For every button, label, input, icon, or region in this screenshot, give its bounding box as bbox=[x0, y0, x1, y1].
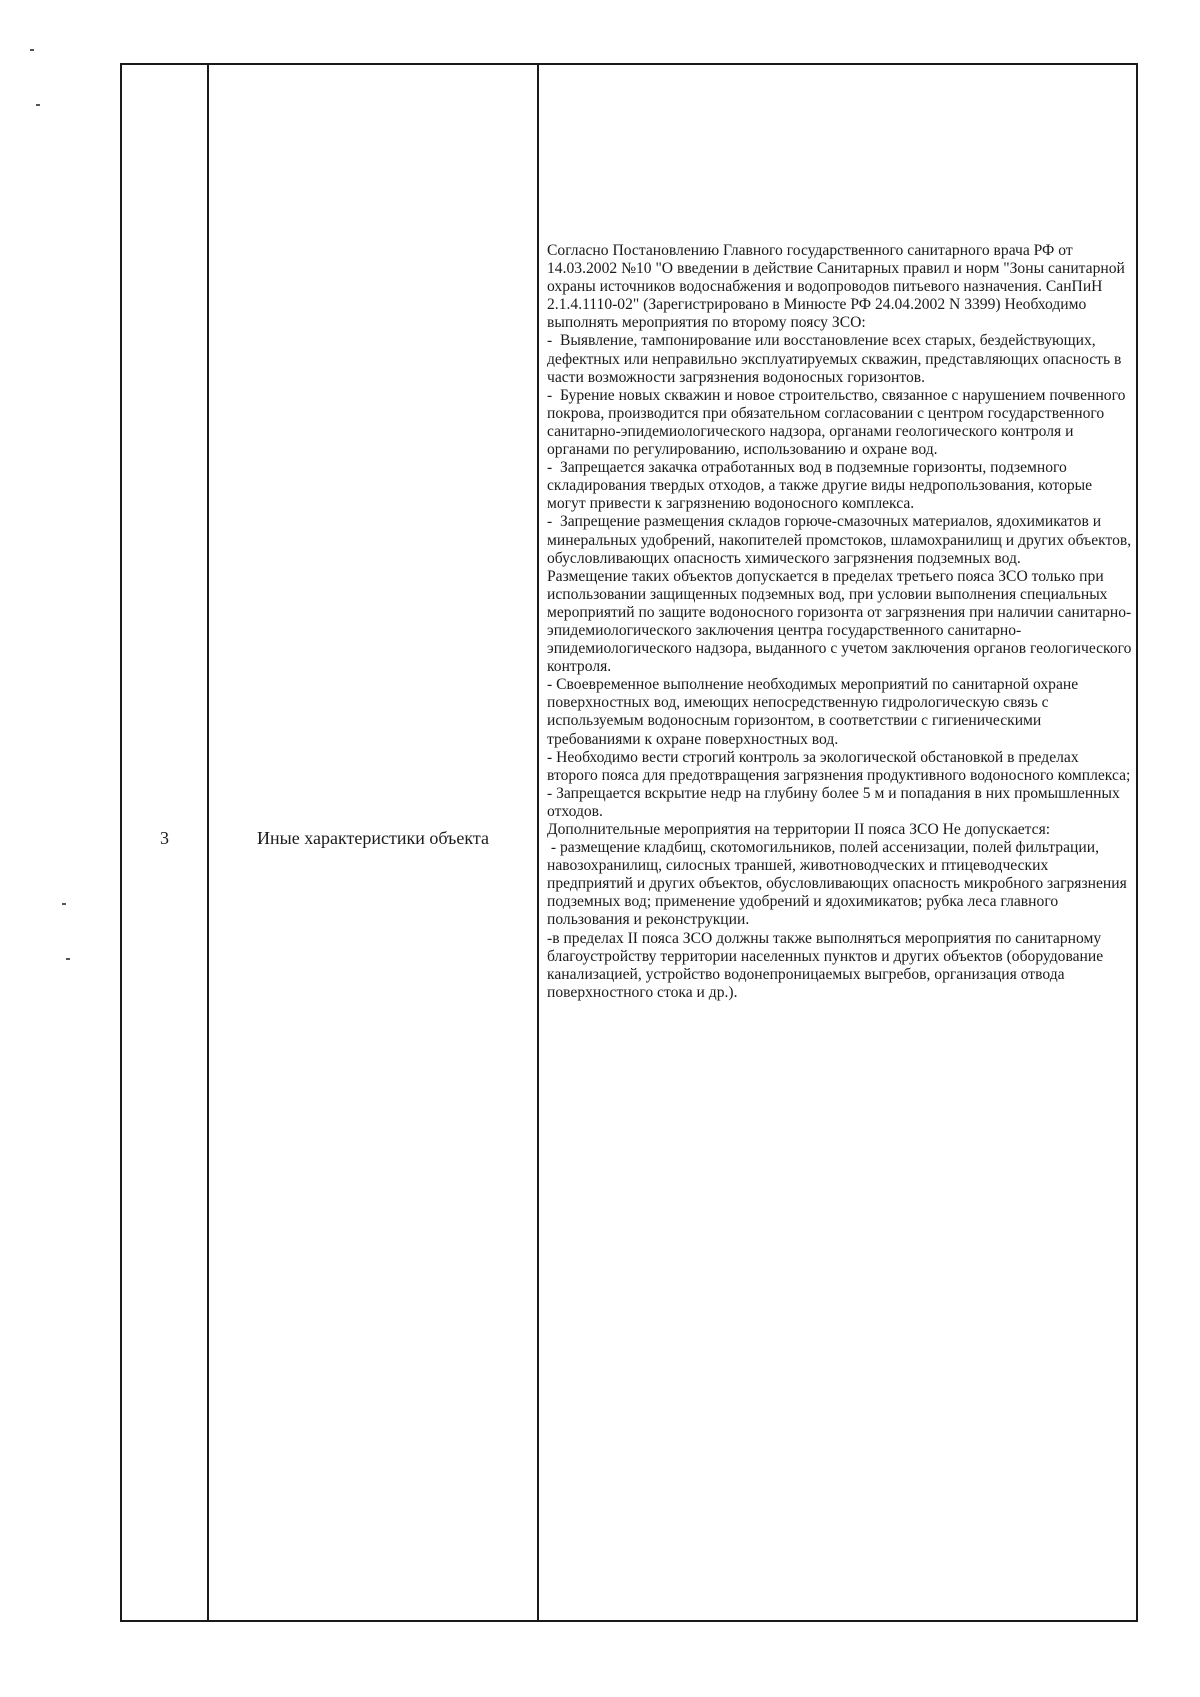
content-paragraph: - Выявление, тампонирование или восстановление всех старых, бездействующих, дефектных или неправильно эксплуатируемых скважин, представляющих опасность в части возможности загрязнения водоносных горизонтов. bbox=[547, 332, 1126, 386]
content-paragraph: - Бурение новых скважин и новое строительство, связанное с нарушением почвенного покрова, производится при обязательном согласовании с центром государственного санитарно-эпидемиологического надзора, органами геологического контроля и органами по регулированию, использованию и охране вод. bbox=[547, 386, 1130, 459]
document-table bbox=[120, 63, 1138, 1622]
row-content bbox=[547, 242, 1136, 1002]
row-number: 3 bbox=[160, 828, 169, 848]
column-divider bbox=[537, 65, 539, 1620]
content-paragraph: -в пределах II пояса ЗСО должны также выполняться мероприятия по санитарному благоустройству территории населенных пунктов и других объектов (оборудование канализацией, устройство водонепроницаемых выгребов, организация отвода поверхностного стока и др.). bbox=[547, 929, 1108, 1001]
row-label: Иные характеристики объекта bbox=[257, 828, 489, 848]
scan-speck bbox=[36, 104, 40, 106]
content-paragraph: - Запрещается закачка отработанных вод в подземные горизонты, подземного складирования твердых отходов, а также другие виды недропользования, которые могут привести к загрязнению водоносного комплекса. bbox=[547, 459, 1096, 513]
scan-speck bbox=[62, 903, 66, 905]
content-paragraph: - размещение кладбищ, скотомогильников, полей ассенизации, полей фильтрации, навозохранилищ, силосных траншей, животноводческих и птицеводческих предприятий и других объектов, обусловливающих опасность микробного загрязнения подземных вод; применение удобрений и ядохимикатов; рубка леса главного пользования и реконструкции. bbox=[547, 839, 1131, 929]
content-paragraph: - Необходимо вести строгий контроль за экологической обстановкой в пределах второго пояса для предотвращения загрязнения продуктивного водоносного комплекса; bbox=[547, 748, 1131, 784]
content-paragraph: - Запрещение размещения складов горюче-смазочных материалов, ядохимикатов и минеральных удобрений, накопителей промстоков, шламохранилищ и других объектов, обусловливающих опасность химического загрязнения подземных вод. bbox=[547, 513, 1136, 567]
scan-speck bbox=[30, 49, 34, 51]
content-paragraph: Дополнительные мероприятия на территории II пояса ЗСО Не допускается: bbox=[547, 821, 1051, 838]
content-paragraph: Согласно Постановлению Главного государственного санитарного врача РФ от 14.03.2002 №10 "О введении в действие Санитарных правил и норм "Зоны санитарной охраны источников водоснабжения и водопроводов питьевого назначения. СанПиН 2.1.4.1110-02" (Зарегистрировано в Минюсте РФ 24.04.2002 N 3399) Необходимо выполнять мероприятия по второму поясу ЗСО: bbox=[547, 242, 1129, 332]
content-paragraph: - Запрещается вскрытие недр на глубину более 5 м и попадания в них промышленных отходов. bbox=[547, 784, 1124, 820]
content-paragraph: - Своевременное выполнение необходимых мероприятий по санитарной охране поверхностных вод, имеющих непосредственную гидрологическую связь с используемым водоносным горизонтом, в соответствии с гигиеническими требованиями к охране поверхностных вод. bbox=[547, 676, 1083, 748]
content-paragraph: Размещение таких объектов допускается в пределах третьего пояса ЗСО только при использовании защищенных подземных вод, при условии выполнения специальных мероприятий по защите водоносного горизонта от загрязнения при наличии санитарно-эпидемиологического заключения центра государственного санитарно-эпидемиологического надзора, выданного с учетом заключения органов геологического контроля. bbox=[547, 567, 1136, 676]
scan-speck bbox=[66, 958, 70, 960]
